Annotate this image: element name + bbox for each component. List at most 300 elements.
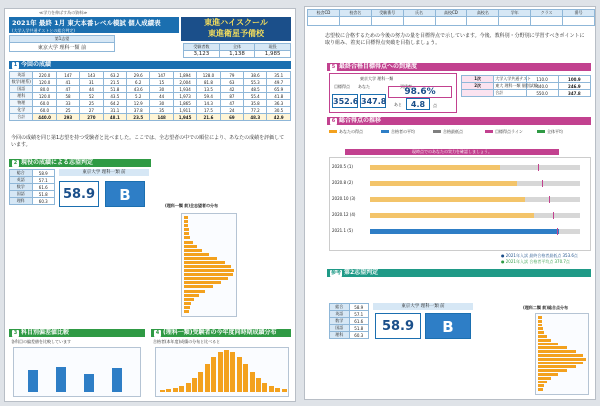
right-report-page <box>304 6 596 400</box>
exam-name: 東京大学 理科一類 前 <box>10 43 115 52</box>
distribution-bar <box>184 241 193 244</box>
distribution-bar <box>184 298 194 301</box>
score-cell: 14.3 <box>197 100 220 107</box>
distribution-bar <box>184 302 191 305</box>
second-subject: 英語 <box>330 311 350 318</box>
distribution-bar <box>538 324 542 327</box>
distribution-bar <box>538 320 542 323</box>
count-value-all: 1,138 <box>219 51 255 58</box>
distribution-bar <box>184 261 225 264</box>
brand-line-1: 東進ハイスクール <box>204 18 268 27</box>
section-1-header <box>9 61 291 69</box>
peer-bar <box>211 357 216 392</box>
distribution-bar <box>538 373 558 376</box>
trend-track <box>370 165 580 170</box>
peer-bar <box>160 390 165 392</box>
second-value: 61.6 <box>349 318 369 325</box>
message-text: 今回の成績を同じ第1志望を持つ受験者と比べました。ここでは、全志望者の中での順位により、あなたの成績を評価しています。 <box>11 135 285 148</box>
score-cell: 55.3 <box>244 79 267 86</box>
title-banner <box>9 17 179 33</box>
score-cell: 1,911 <box>173 107 196 114</box>
judgement-value: 58.9 <box>32 170 55 177</box>
distribution-bar <box>184 281 221 284</box>
section-6-header <box>327 117 591 125</box>
info-header-cell: 校舎名 <box>339 10 371 17</box>
judgement-row <box>10 184 55 191</box>
score-cell: 59.4 <box>197 93 220 100</box>
legend-item: 全体平均 <box>537 129 563 135</box>
second-subject: 国語 <box>330 325 350 332</box>
peer-bar <box>256 378 261 392</box>
score-cell: 35 <box>150 107 173 114</box>
distribution-bar <box>538 377 551 380</box>
trend-track <box>370 213 580 218</box>
target-score: 347.8 <box>558 90 590 97</box>
student-info-table <box>307 9 595 26</box>
info-value-cell <box>308 17 340 26</box>
judgement-row <box>10 170 55 177</box>
score-cell: 29.6 <box>127 72 150 79</box>
score-cell: 38.6 <box>244 72 267 79</box>
info-value-cell <box>435 17 467 26</box>
second-value: 57.1 <box>349 311 369 318</box>
trend-goal-marker <box>542 180 543 187</box>
score-cell: 6.2 <box>127 79 150 86</box>
distribution-bar <box>538 369 567 372</box>
section-5-number: 5 <box>331 64 336 70</box>
peer-bar <box>186 383 191 392</box>
section-6-title: 総合得点の推移 <box>339 117 382 124</box>
trend-goal-marker <box>553 212 554 219</box>
instruction-text: 志望校に合格するための今後の努力の量を目標得点で示しています。今後、教科別・分野別に学習すべきポイントに取り組み、着実に目標得点突破を目指しましょう。 <box>325 33 585 46</box>
distribution-bar <box>184 232 189 235</box>
info-value-cell <box>339 17 371 26</box>
score-cell: 数学(理系) <box>10 79 33 86</box>
points-remaining: 4.8 <box>406 98 430 110</box>
report-subtitle: (大学入学共通テストとの総合判定) <box>12 28 75 33</box>
trend-banner: 現時点でのあなたの実力を確認しましょう。 <box>345 149 559 155</box>
peer-bar <box>224 350 229 392</box>
diff-label: あと <box>394 102 402 107</box>
attainment-target: 東京大学 理科一類 <box>360 76 394 81</box>
peer-bar <box>237 357 242 392</box>
score-cell: 49.7 <box>267 79 291 86</box>
distribution-bar <box>184 220 188 223</box>
peer-bar <box>269 386 274 392</box>
distribution-bar <box>184 216 188 219</box>
score-cell: 65.9 <box>267 86 291 93</box>
section-2-header <box>9 159 151 167</box>
target-score: 352.6 <box>332 94 358 108</box>
section-4-header <box>151 329 291 337</box>
score-cell: 44 <box>150 93 173 100</box>
score-cell: 2,004 <box>173 79 196 86</box>
score-cell: 47 <box>56 86 79 93</box>
score-cell: 1,934 <box>173 86 196 93</box>
score-cell: 物理 <box>10 100 33 107</box>
legend-item: 合格最低点 <box>433 129 463 135</box>
distribution-bar <box>538 381 547 384</box>
second-distribution-chart <box>535 313 589 395</box>
trend-score-bar <box>370 197 525 202</box>
score-cell: 17.5 <box>197 107 220 114</box>
distribution-bar <box>184 273 233 276</box>
second-value: 58.9 <box>349 304 369 311</box>
trend-score-bar <box>370 213 534 218</box>
legend-item: 合格者の平均 <box>381 129 415 135</box>
score-cell: 48.3 <box>244 114 267 121</box>
trend-label: 2021.1 (5) <box>332 228 353 233</box>
section-1-number: 1 <box>13 62 18 68</box>
score-cell: 21.5 <box>103 79 126 86</box>
trend-track <box>370 229 580 234</box>
score-cell: 15 <box>150 79 173 86</box>
score-cell: 43.5 <box>103 93 126 100</box>
score-row <box>10 114 291 121</box>
target-exam: 合計 <box>494 90 526 97</box>
score-cell: 36.3 <box>267 100 291 107</box>
legend-item: 目標得点ライン <box>485 129 523 135</box>
distribution-bar <box>184 265 231 268</box>
second-row <box>330 318 369 325</box>
judgement-subject: 数学 <box>10 184 33 191</box>
distribution-bar <box>184 285 213 288</box>
judgement-subject: 英語 <box>10 177 33 184</box>
score-cell: 60.0 <box>33 107 56 114</box>
brand-line-2: 東進衛星予備校 <box>208 29 264 38</box>
distribution-bar <box>184 236 190 239</box>
score-cell: 42.9 <box>267 114 291 121</box>
info-value-cell <box>371 17 403 26</box>
target-row <box>462 90 591 97</box>
info-value-cell <box>499 17 531 26</box>
distribution-bar <box>538 335 547 338</box>
score-cell: 41 <box>56 79 79 86</box>
peer-bar <box>250 372 255 392</box>
peer-bar <box>179 386 184 392</box>
target-exam: 大学入学共通テスト <box>495 76 532 81</box>
legend-item: あなたの得点 <box>329 129 363 135</box>
section-ref-header <box>327 269 591 277</box>
score-row <box>10 93 291 100</box>
score-cell: 143 <box>80 72 103 79</box>
attainment-rate: 98.6% <box>388 86 452 98</box>
score-cell: 44 <box>80 86 103 93</box>
score-cell: 24 <box>220 107 243 114</box>
trend-goal-marker <box>549 196 550 203</box>
second-grade-badge: B <box>425 313 471 339</box>
second-deviation-score: 58.9 <box>375 313 421 339</box>
score-cell: 81.8 <box>197 79 220 86</box>
section-ref-title: 第2志望判定 <box>344 269 379 276</box>
section-2-number: 2 <box>13 160 18 166</box>
score-cell: 48.5 <box>244 86 267 93</box>
second-row <box>330 311 369 318</box>
score-cell: 化学 <box>10 107 33 114</box>
distribution-bar <box>538 354 583 357</box>
score-cell: 87 <box>220 93 243 100</box>
judgement-target: 東京大学 理科一類 前 <box>59 169 149 176</box>
judgement-value: 51.8 <box>32 191 55 198</box>
distribution-bar <box>538 339 551 342</box>
score-cell: 21.6 <box>197 114 220 121</box>
second-row <box>330 304 369 311</box>
judgement-subject: 総合 <box>10 170 33 177</box>
target-row <box>462 76 591 83</box>
score-cell: 30 <box>150 100 173 107</box>
score-cell: 33 <box>56 100 79 107</box>
score-cell: 1,973 <box>173 93 196 100</box>
distribution-bar <box>538 346 567 349</box>
distribution-bar <box>184 249 202 252</box>
distribution-bar <box>184 228 189 231</box>
exam-label: 第1志望 <box>10 36 115 43</box>
second-row <box>330 332 369 339</box>
subject-bar <box>56 367 66 392</box>
score-row <box>10 107 291 114</box>
section-1-title: 今回の成績 <box>21 61 52 68</box>
second-subject: 総合 <box>330 304 350 311</box>
distribution-bar <box>184 290 205 293</box>
score-cell: 31.1 <box>103 107 126 114</box>
second-value: 51.8 <box>349 325 369 332</box>
score-row <box>10 100 291 107</box>
score-cell: 48.1 <box>103 114 126 121</box>
count-value-total: 3,123 <box>184 51 220 58</box>
distribution-bar <box>184 310 189 313</box>
section-3-title: 科目別偏差値比較 <box>21 329 70 336</box>
info-value-cell <box>403 17 435 26</box>
target-stage: 2次 <box>462 83 494 90</box>
score-cell: 69 <box>220 114 243 121</box>
target-max: 110.0 <box>526 76 558 83</box>
distribution-bar <box>538 316 542 319</box>
score-cell: 60.0 <box>33 100 56 107</box>
grade-badge: B <box>105 181 145 207</box>
info-header-cell: 受験番号 <box>371 10 403 17</box>
score-cell: 1,865 <box>173 100 196 107</box>
second-subject: 数学 <box>330 318 350 325</box>
target-score-table <box>461 75 591 97</box>
distribution-bar <box>538 362 583 365</box>
distribution-bar <box>184 253 209 256</box>
distribution-bar <box>538 384 544 387</box>
second-row <box>330 325 369 332</box>
score-cell: 30.5 <box>267 107 291 114</box>
judgement-row <box>10 177 55 184</box>
score-cell: 120.0 <box>33 79 56 86</box>
subject-deviation-chart <box>13 347 141 397</box>
distribution-bar <box>184 224 188 227</box>
score-cell: 合計 <box>10 114 33 121</box>
distribution-bar <box>184 306 190 309</box>
second-subject: 理科 <box>330 332 350 339</box>
distribution-title: (理科一類 前)全志望者の分布 <box>165 203 219 208</box>
examinee-count-table <box>183 43 291 58</box>
you-label: あなた <box>358 84 370 89</box>
info-value-cell <box>467 17 499 26</box>
score-cell: 42 <box>220 86 243 93</box>
judgement-value: 60.3 <box>32 198 55 205</box>
score-cell: 55.4 <box>244 93 267 100</box>
score-cell: 13.5 <box>197 86 220 93</box>
peer-bar <box>243 364 248 392</box>
score-cell: 35.8 <box>244 100 267 107</box>
trend-score-bar <box>370 229 559 234</box>
distribution-bar <box>184 294 199 297</box>
deviation-score: 58.9 <box>59 181 99 207</box>
info-header-cell: クラス <box>531 10 563 17</box>
score-cell: 64.2 <box>103 100 126 107</box>
peer-bar <box>205 364 210 392</box>
score-cell: 128.0 <box>197 72 220 79</box>
rate-label: 到達率 <box>400 84 412 89</box>
section-6-number: 6 <box>331 118 336 124</box>
count-label-current: 現役 <box>255 44 291 51</box>
score-cell: 293 <box>56 114 79 121</box>
distribution-bar <box>184 245 197 248</box>
score-cell: 37.8 <box>127 107 150 114</box>
target-label: 目標得点 <box>334 84 350 89</box>
score-cell: 52 <box>80 93 103 100</box>
score-cell: 63 <box>220 79 243 86</box>
score-cell: 120.0 <box>33 93 56 100</box>
peer-bar <box>166 389 171 392</box>
score-cell: 5.2 <box>127 93 150 100</box>
exam-table <box>9 35 115 52</box>
info-header-cell: 校舎CD <box>308 10 340 17</box>
score-cell: 31 <box>80 79 103 86</box>
count-value-current: 1,985 <box>255 51 291 58</box>
trend-score-bar <box>370 181 517 186</box>
judgement-value: 61.6 <box>32 184 55 191</box>
target-max: 550.0 <box>526 90 558 97</box>
second-distribution-title: (理科二類 前)総合点分布 <box>523 305 569 310</box>
score-trend-chart <box>329 157 591 251</box>
distribution-bar <box>184 257 217 260</box>
target-row <box>462 83 591 90</box>
points-unit: 点 <box>433 103 437 108</box>
info-header-cell: 番号 <box>563 10 595 17</box>
trend-track <box>370 181 580 186</box>
caption: ≪学力を伸ばす為の資料≫ <box>39 10 88 15</box>
section-ref-number: 参考 <box>330 270 341 276</box>
distribution-bar <box>538 358 586 361</box>
score-cell: 1,894 <box>173 72 196 79</box>
trend-label: 2020.10 (3) <box>332 196 356 201</box>
judgement-subject: 国語 <box>10 191 33 198</box>
score-cell: 英語 <box>10 72 33 79</box>
section-5-header <box>327 63 591 71</box>
score-cell: 国語 <box>10 86 33 93</box>
section-4-title: (理科一類)受験者の今年度同時期成績分布 <box>163 329 277 336</box>
judgement-subject: 理科 <box>10 198 33 205</box>
score-cell: 147 <box>150 72 173 79</box>
subject-bar <box>84 374 94 392</box>
peer-bar <box>218 352 223 392</box>
score-cell: 41.8 <box>267 93 291 100</box>
peer-distribution-chart <box>155 347 289 397</box>
peer-bar <box>192 378 197 392</box>
distribution-bar <box>538 350 576 353</box>
score-cell: 148 <box>150 114 173 121</box>
trend-legend <box>329 127 591 141</box>
info-header-cell: 高校CD <box>435 10 467 17</box>
target-exam: 東大 理科一類 個別試験 <box>495 83 538 88</box>
score-cell: 47 <box>220 100 243 107</box>
distribution-bar <box>538 327 543 330</box>
peer-bar <box>198 372 203 392</box>
score-cell: 30 <box>150 86 173 93</box>
info-header-cell: 氏名 <box>403 10 435 17</box>
score-row <box>10 79 291 86</box>
score-cell: 440.0 <box>33 114 56 121</box>
score-cell: 23.5 <box>127 114 150 121</box>
peer-bar <box>282 389 287 392</box>
trend-label: 2020.8 (2) <box>332 180 353 185</box>
distribution-bar <box>184 269 234 272</box>
section-5-title: 最終合格目標得点への到達度 <box>339 63 418 70</box>
score-cell: 147 <box>56 72 79 79</box>
info-value-cell <box>531 17 563 26</box>
attainment-panel <box>329 73 457 113</box>
trend-goal-marker <box>557 228 558 235</box>
section-4-note: 合格者(本年度)成績の分布と比べると <box>153 339 221 344</box>
target-max: 440.0 <box>526 83 558 90</box>
judgement-row <box>10 198 55 205</box>
score-cell: 理科 <box>10 93 33 100</box>
report-title: 2021年 最終 1月 東大本番レベル模試 個人成績表 <box>12 19 161 27</box>
section-3-header <box>9 329 145 337</box>
score-cell: 79 <box>220 72 243 79</box>
trend-footer-1: ● 2021年入試 最終合格者最低点 353.6点 <box>501 253 578 258</box>
target-stage: 1次 <box>462 76 494 83</box>
section-4-number: 4 <box>155 330 160 336</box>
info-header-cell: 学年 <box>499 10 531 17</box>
score-cell: 1,945 <box>173 114 196 121</box>
judgement-value: 57.1 <box>32 177 55 184</box>
trend-label: 2020.12 (4) <box>332 212 356 217</box>
score-cell: 12.9 <box>127 100 150 107</box>
target-stage <box>462 90 494 97</box>
left-report-page <box>4 8 296 402</box>
score-cell: 63.2 <box>103 72 126 79</box>
your-score: 347.8 <box>360 94 386 108</box>
second-choice-target: 東京大学 理科一類 前 <box>373 303 473 310</box>
trend-track <box>370 197 580 202</box>
distribution-bar <box>538 388 543 391</box>
distribution-chart <box>181 213 237 317</box>
judgement-row <box>10 191 55 198</box>
score-cell: 27 <box>80 107 103 114</box>
second-choice-table <box>329 303 369 339</box>
count-label-total: 受験者数 <box>184 44 220 51</box>
peer-bar <box>275 388 280 392</box>
distribution-bar <box>538 365 576 368</box>
distribution-bar <box>538 331 544 334</box>
score-cell: 220.0 <box>33 72 56 79</box>
info-value-cell <box>563 17 595 26</box>
score-cell: 35.1 <box>267 72 291 79</box>
section-3-number: 3 <box>13 330 18 336</box>
section-3-note: 各科目の偏差値を比較しています <box>11 339 71 344</box>
score-row <box>10 86 291 93</box>
score-cell: 58 <box>56 93 79 100</box>
subject-bar <box>28 370 38 392</box>
peer-bar <box>262 383 267 392</box>
trend-label: 2020.5 (1) <box>332 164 353 169</box>
score-cell: 270 <box>80 114 103 121</box>
